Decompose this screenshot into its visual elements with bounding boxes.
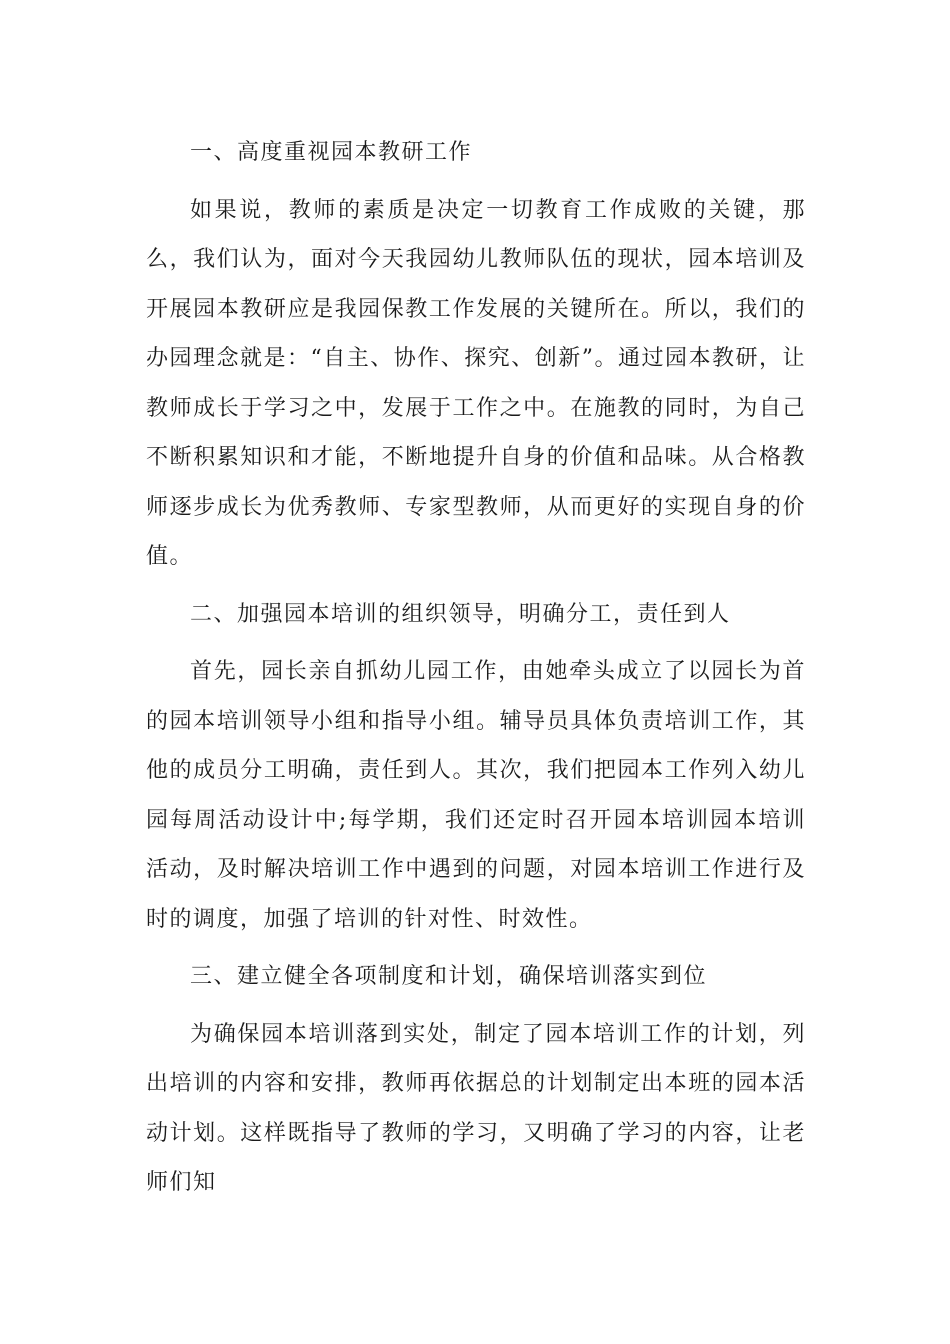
section-paragraph-1: 如果说，教师的素质是决定一切教育工作成败的关键，那么，我们认为，面对今天我园幼儿教师队伍的现状，园本培训及开展园本教研应是我园保教工作发展的关键所在。所以，我们的办园理念就是：“自主、协作、探究、创新”。通过园本教研，让教师成长于学习之中，发展于工作之中。在施教的同时，为自己不断积累知识和才能，不断地提升自身的价值和品味。从合格教师逐步成长为优秀教师、专家型教师，从而更好的实现自身的价值。: [146, 197, 806, 569]
section-heading-2: 二、加强园本培训的组织领导，明确分工，责任到人: [190, 601, 731, 627]
section-heading-1: 一、高度重视园本教研工作: [190, 140, 473, 165]
section-paragraph-2: 首先，园长亲自抓幼儿园工作，由她牵头成立了以园长为首的园本培训领导小组和指导小组。辅导员具体负责培训工作，其他的成员分工明确，责任到人。其次，我们把园本工作列入幼儿园每周活动设计中;每学期，我们还定时召开园本培训园本培训活动，及时解决培训工作中遇到的问题，对园本培训工作进行及时的调度，加强了培训的针对性、时效性。: [146, 659, 806, 932]
section-heading-3: 三、建立健全各项制度和计划，确保培训落实到位: [190, 964, 708, 989]
document-body: [146, 128, 806, 1216]
section-paragraph-3: 为确保园本培训落到实处，制定了园本培训工作的计划，列出培训的内容和安排，教师再依据总的计划制定出本班的园本活动计划。这样既指导了教师的学习，又明确了学习的内容，让老师们知: [146, 1021, 806, 1195]
